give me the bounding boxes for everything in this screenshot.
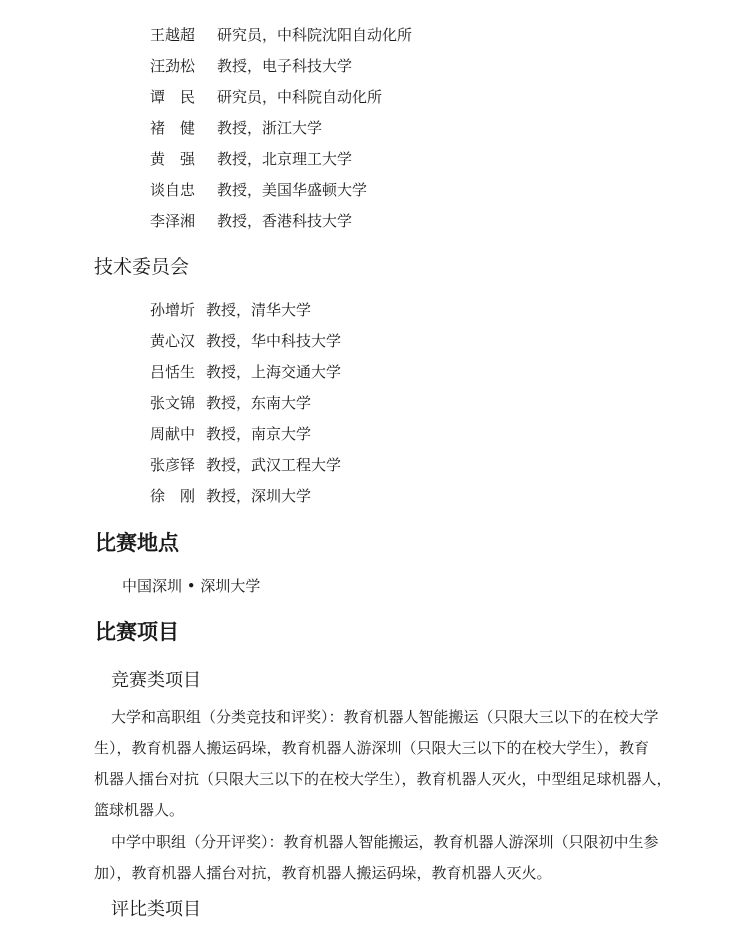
member-name: 张文锦 [150, 394, 196, 412]
member-affiliation: 教授，东南大学 [206, 394, 312, 412]
competition-heading: 竞赛类项目 [111, 670, 201, 691]
member-affiliation: 研究员，中科院自动化所 [217, 88, 383, 106]
member-name: 谭 民 [150, 88, 196, 106]
member-name: 周献中 [150, 425, 196, 443]
paragraph-line: 生），教育机器人搬运码垛，教育机器人游深圳（只限大三以下的在校大学生），教育 [94, 739, 650, 757]
member-affiliation: 教授，香港科技大学 [217, 212, 353, 230]
member-affiliation: 教授，电子科技大学 [217, 57, 353, 75]
member-affiliation: 研究员，中科院沈阳自动化所 [217, 26, 413, 44]
paragraph-line: 机器人擂台对抗（只限大三以下的在校大学生），教育机器人灭火，中型组足球机器人， [94, 770, 672, 788]
paragraph-line: 加），教育机器人擂台对抗，教育机器人搬运码垛，教育机器人灭火。 [94, 864, 552, 882]
paragraph-line: 中学中职组（分开评奖）：教育机器人智能搬运，教育机器人游深圳（只限初中生参 [111, 833, 659, 851]
member-affiliation: 教授，清华大学 [206, 301, 312, 319]
member-name: 褚 健 [150, 119, 196, 137]
evaluation-heading: 评比类项目 [111, 899, 201, 920]
paragraph-line: 大学和高职组（分类竞技和评奖）：教育机器人智能搬运（只限大三以下的在校大学 [111, 708, 659, 726]
member-name: 黄 强 [150, 150, 196, 168]
member-affiliation: 教授，华中科技大学 [206, 332, 342, 350]
venue-heading: 比赛地点 [95, 531, 179, 555]
member-affiliation: 教授，浙江大学 [217, 119, 323, 137]
member-name: 王越超 [150, 26, 196, 44]
technical-committee-heading: 技术委员会 [94, 256, 190, 278]
member-name: 张彦铎 [150, 456, 196, 474]
member-affiliation: 教授，上海交通大学 [206, 363, 342, 381]
member-name: 吕恬生 [150, 363, 196, 381]
events-heading: 比赛项目 [95, 620, 179, 644]
member-name: 孙增圻 [150, 301, 196, 319]
member-name: 李泽湘 [150, 212, 196, 230]
member-affiliation: 教授，美国华盛顿大学 [217, 181, 368, 199]
member-name: 汪劲松 [150, 57, 196, 75]
member-name: 谈自忠 [150, 181, 196, 199]
member-name: 徐 刚 [150, 487, 196, 505]
paragraph-line: 篮球机器人。 [94, 801, 185, 819]
member-name: 黄心汉 [150, 332, 196, 350]
member-affiliation: 教授，武汉工程大学 [206, 456, 342, 474]
member-affiliation: 教授，北京理工大学 [217, 150, 353, 168]
venue-text: 中国深圳 • 深圳大学 [122, 577, 261, 595]
member-affiliation: 教授，深圳大学 [206, 487, 312, 505]
member-affiliation: 教授，南京大学 [206, 425, 312, 443]
